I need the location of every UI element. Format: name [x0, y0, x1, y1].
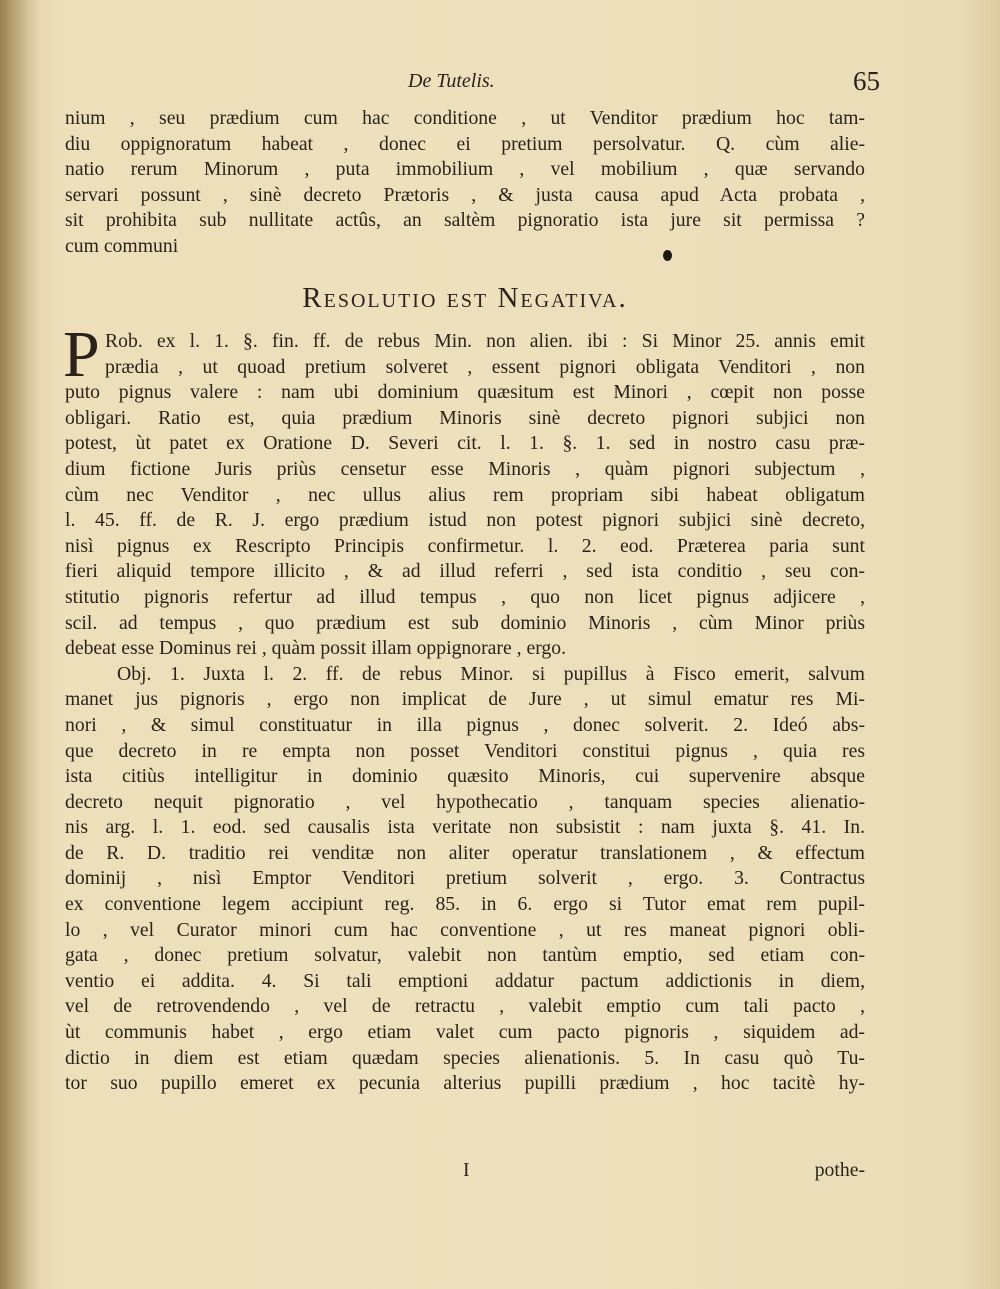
catchword: pothe-: [814, 1159, 865, 1181]
text-line: ùt communis habet , ergo etiam valet cum pacto pignoris , siquidem ad-: [65, 1021, 865, 1044]
text-line: scil. ad tempus , quo prædium est sub dominio Minoris , cùm Minor priùs: [65, 611, 865, 634]
text-line: obligari. Ratio est, quia prædium Minoris sinè decreto pignori subjici non: [65, 406, 865, 429]
text-line: nisì pignus ex Rescripto Principis confirmetur. l. 2. eod. Præterea paria sunt: [65, 534, 865, 557]
text-line: cum communi: [65, 234, 179, 257]
signature-mark: I: [463, 1159, 470, 1181]
page-header: [60, 66, 880, 100]
text-line: sit prohibita sub nullitate actûs, an saltèm pignoratio ista jure sit permissa ?: [65, 209, 865, 232]
text-line: debeat esse Dominus rei , quàm possit illam oppignorare , ergo.: [65, 637, 567, 660]
text-line: ventio ei addita. 4. Si tali emptioni addatur pactum addictionis in diem,: [65, 969, 865, 992]
gutter-shadow: [0, 0, 40, 1289]
text-line: Obj. 1. Juxta l. 2. ff. de rebus Minor. si pupillus à Fisco emerit, salvum: [117, 662, 865, 685]
text-line: tor suo pupillo emeret ex pecunia alterius pupilli prædium , hoc tacitè hy-: [65, 1072, 865, 1095]
text-line: stitutio pignoris refertur ad illud tempus , quo non licet pignus adjicere ,: [65, 585, 865, 608]
text-line: vel de retrovendendo , vel de retractu , valebit emptio cum tali pacto ,: [65, 995, 865, 1018]
running-title: De Tutelis.: [408, 70, 495, 92]
text-line: diu oppignoratum habeat , donec ei pretium persolvatur. Q. cùm alie-: [65, 132, 865, 155]
ink-blot: [663, 250, 672, 261]
drop-capital: P: [63, 318, 100, 391]
page-footer: [65, 1159, 865, 1187]
text-line: nori , & simul constituatur in illa pignus , donec solverit. 2. Ideó abs-: [65, 713, 865, 736]
text-line: ex conventione legem accipiunt reg. 85. in 6. ergo si Tutor emat rem pupil-: [65, 893, 865, 916]
text-line: que decreto in re empta non posset Venditori constitui pignus , quia res: [65, 739, 865, 762]
page-number: 65: [853, 66, 880, 96]
section-heading: Resolutio est Negativa.: [302, 282, 628, 314]
text-line: de R. D. traditio rei venditæ non aliter operatur translationem , & effectum: [65, 841, 865, 864]
text-line: fieri aliquid tempore illicito , & ad illud referri , sed ista conditio , seu con-: [65, 560, 865, 583]
text-line: puto pignus valere : nam ubi dominium quæsitum est Minori , cœpit non posse: [65, 381, 865, 404]
body-text: [65, 329, 865, 1097]
text-line: decreto nequit pignoratio , vel hypothecatio , tanquam species alienatio-: [65, 790, 865, 813]
text-line: nis arg. l. 1. eod. sed causalis ista veritate non subsistit : nam juxta §. 41. In.: [65, 816, 865, 839]
text-line: l. 45. ff. de R. J. ergo prædium istud non potest pignori subjici sinè decreto,: [65, 509, 865, 532]
text-line: dictio in diem est etiam quædam species alienationis. 5. In casu quò Tu-: [65, 1046, 865, 1069]
text-line: lo , vel Curator minori cum hac conventione , ut res maneat pignori obli-: [65, 918, 865, 941]
text-line: gata , donec pretium solvatur, valebit non tantùm emptio, sed etiam con-: [65, 944, 865, 967]
text-line: servari possunt , sinè decreto Prætoris , & justa causa apud Acta probata ,: [65, 183, 865, 206]
text-line: dium fictione Juris priùs censetur esse Minoris , quàm pignori subjectum ,: [65, 457, 865, 480]
text-line: cùm nec Venditor , nec ullus alius rem propriam sibi habeat obligatum: [65, 483, 865, 506]
text-line: potest, ùt patet ex Oratione D. Severi cit. l. 1. §. 1. sed in nostro casu præ-: [65, 432, 865, 455]
text-line: Rob. ex l. 1. §. fin. ff. de rebus Min. non alien. ibi : Si Minor 25. annis emit: [105, 330, 865, 352]
text-line: manet jus pignoris , ergo non implicat de Jure , ut simul ematur res Mi-: [65, 688, 865, 711]
intro-paragraph: [65, 106, 865, 260]
text-line: natio rerum Minorum , puta immobilium , vel mobilium , quæ servando: [65, 158, 865, 181]
text-line: nium , seu prædium cum hac conditione , ut Venditor prædium hoc tam-: [65, 107, 865, 129]
text-line: ista citiùs intelligitur in dominio quæsito Minoris, cui supervenire absque: [65, 765, 865, 788]
text-line: dominij , nisì Emptor Venditori pretium solverit , ergo. 3. Contractus: [65, 867, 865, 890]
text-line: prædia , ut quoad pretium solveret , essent pignori obligata Venditori , non: [105, 355, 865, 378]
